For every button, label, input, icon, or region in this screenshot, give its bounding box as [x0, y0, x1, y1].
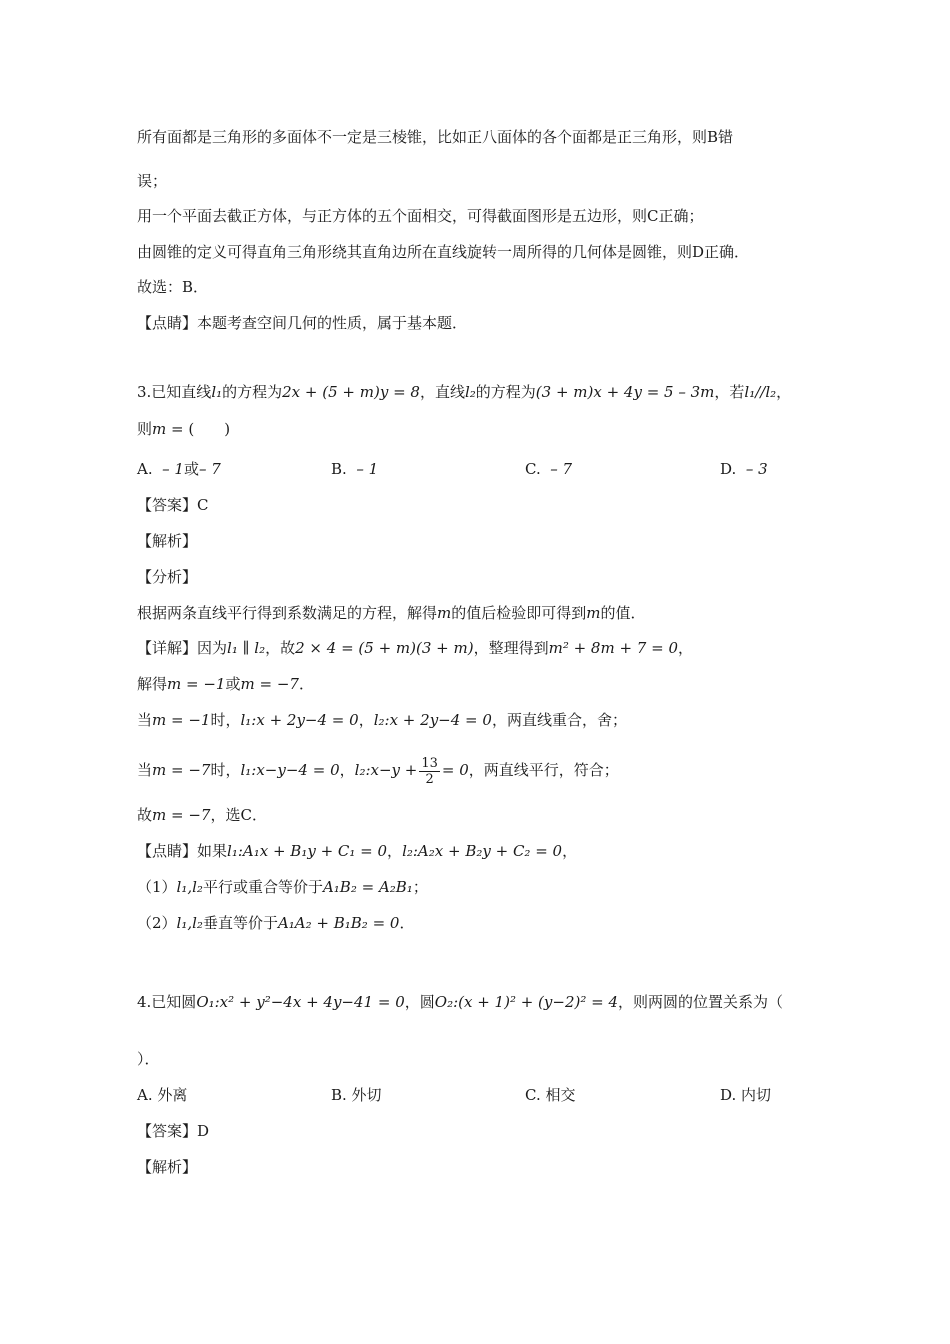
fenxi-heading: 【分析】: [137, 568, 198, 586]
math: l₁: [211, 383, 223, 401]
math: 2 × 4 = (5 + m)(3 + m): [295, 639, 474, 657]
text-line: 所有面都是三角形的多面体不一定是三棱锥，比如正八面体的各个面都是正三角形，则B错: [137, 128, 734, 146]
text-line: 故选：B．: [137, 278, 209, 296]
text: （2）: [137, 914, 177, 932]
option-label: A.: [137, 460, 153, 478]
text: 当: [137, 711, 153, 729]
text: ，: [387, 842, 403, 860]
option-a: [137, 458, 221, 480]
question-3-stem: [137, 381, 791, 403]
text: 或: [183, 460, 199, 478]
fenxi-text: [137, 602, 646, 624]
dianjing-line: [137, 840, 577, 862]
option-label: B.: [331, 460, 347, 478]
math: m: [586, 604, 601, 622]
text: 平行或重合等价于: [202, 878, 323, 896]
case-2-line: [137, 752, 619, 788]
math: – 7: [198, 460, 221, 478]
answer: 【答案】D: [137, 1122, 210, 1140]
math: l₂:x−y +: [354, 761, 418, 779]
question-4-stem: [137, 991, 783, 1013]
text: ，: [678, 639, 694, 657]
option-a: A. 外离: [137, 1086, 188, 1104]
text: ，则两圆的位置关系为（: [618, 993, 784, 1011]
text: 【详解】因为: [137, 639, 228, 657]
math: m = −7: [152, 761, 211, 779]
math: A₁B₂ = A₂B₁: [322, 878, 413, 896]
text: 4.已知圆: [137, 993, 197, 1011]
text: ，: [358, 711, 374, 729]
math: l₁,l₂: [176, 878, 203, 896]
solution-line: [137, 673, 314, 695]
text: （1）: [137, 878, 177, 896]
text: 根据两条直线平行得到系数满足的方程，解得: [137, 604, 438, 622]
text: ，圆: [404, 993, 435, 1011]
text: 的方程为: [222, 383, 283, 401]
math: – 3: [745, 460, 768, 478]
xiangjie-line: [137, 637, 693, 659]
point-2-line: [137, 912, 415, 934]
text: 时，: [210, 711, 241, 729]
option-b: [331, 458, 378, 480]
text: 当: [137, 761, 153, 779]
answer: 【答案】C: [137, 496, 209, 514]
math: m = −7: [152, 806, 211, 824]
text: ，选C．: [210, 806, 267, 824]
text: ，: [562, 842, 578, 860]
math: O₁:x² + y²−4x + 4y−41 = 0: [196, 993, 405, 1011]
text: 或: [225, 675, 241, 693]
text: ．: [399, 914, 415, 932]
text: 的值后检验即可得到: [451, 604, 587, 622]
fraction-numerator: 13: [421, 755, 438, 771]
text: ，两直线重合，舍；: [491, 711, 627, 729]
jiexi-heading: 【解析】: [137, 532, 198, 550]
option-label: D.: [720, 460, 737, 478]
math: l₂:A₂x + B₂y + C₂ = 0: [402, 842, 563, 860]
option-c: C. 相交: [525, 1086, 576, 1104]
text: ．: [298, 675, 314, 693]
text-line: 由圆锥的定义可得直角三角形绕其直角边所在直线旋转一周所得的几何体是圆锥，则D正确．: [137, 243, 750, 261]
option-d: [720, 458, 768, 480]
option-b: B. 外切: [331, 1086, 382, 1104]
math: l₁ ∥ l₂: [227, 639, 266, 657]
math: l₁:x−y−4 = 0: [240, 761, 340, 779]
fraction-denominator: 2: [425, 771, 434, 787]
text-line: 【点睛】本题考查空间几何的性质，属于基本题．: [137, 314, 468, 332]
text-line: 误；: [137, 172, 168, 190]
text: 【点睛】如果: [137, 842, 228, 860]
text: 垂直等价于: [202, 914, 278, 932]
text: ，若: [714, 383, 745, 401]
math: l₁:A₁x + B₁y + C₁ = 0: [227, 842, 388, 860]
math: m = −7: [240, 675, 299, 693]
option-label: C.: [525, 460, 541, 478]
math: m² + 8m + 7 = 0: [548, 639, 678, 657]
math: – 1: [356, 460, 379, 478]
option-d: D. 内切: [720, 1086, 772, 1104]
point-1-line: [137, 876, 428, 898]
math: m = −1: [167, 675, 226, 693]
math: l₁:x + 2y−4 = 0: [240, 711, 359, 729]
text: ，直线: [419, 383, 465, 401]
math: 2x + (5 + m)y = 8: [282, 383, 420, 401]
text: ，故: [265, 639, 296, 657]
math: m: [437, 604, 452, 622]
math: l₂:x + 2y−4 = 0: [373, 711, 492, 729]
text: ，两直线平行，符合；: [468, 761, 619, 779]
fraction: [419, 756, 440, 787]
math: = 0: [441, 761, 469, 779]
question-4-stem-2: ）．: [137, 1050, 160, 1068]
question-3-stem-2: [137, 418, 230, 440]
math: l₂: [464, 383, 476, 401]
text: 则: [137, 420, 153, 438]
text: 故: [137, 806, 153, 824]
math: (3 + m)x + 4y = 5 – 3m: [535, 383, 715, 401]
text-line: 用一个平面去截正方体，与正方体的五个面相交，可得截面图形是五边形，则C正确；: [137, 207, 704, 225]
text: ( ): [188, 420, 231, 438]
text: ；: [412, 878, 428, 896]
text: ，整理得到: [473, 639, 549, 657]
text: 时，: [210, 761, 241, 779]
math: O₂:(x + 1)² + (y−2)² = 4: [434, 993, 619, 1011]
jiexi-heading: 【解析】: [137, 1158, 198, 1176]
math: A₁A₂ + B₁B₂ = 0: [277, 914, 400, 932]
text: 的方程为: [475, 383, 536, 401]
text: ，: [339, 761, 355, 779]
case-1-line: [137, 709, 627, 731]
math: m =: [152, 420, 189, 438]
math: m = −1: [152, 711, 211, 729]
text: ，: [776, 383, 792, 401]
math: l₁//l₂: [744, 383, 777, 401]
math: – 7: [550, 460, 573, 478]
text: 的值．: [600, 604, 646, 622]
option-c: [525, 458, 572, 480]
text: 解得: [137, 675, 168, 693]
math: l₁,l₂: [176, 914, 203, 932]
math: – 1: [162, 460, 184, 478]
conclusion-line: [137, 804, 267, 826]
text: 3.已知直线: [137, 383, 212, 401]
